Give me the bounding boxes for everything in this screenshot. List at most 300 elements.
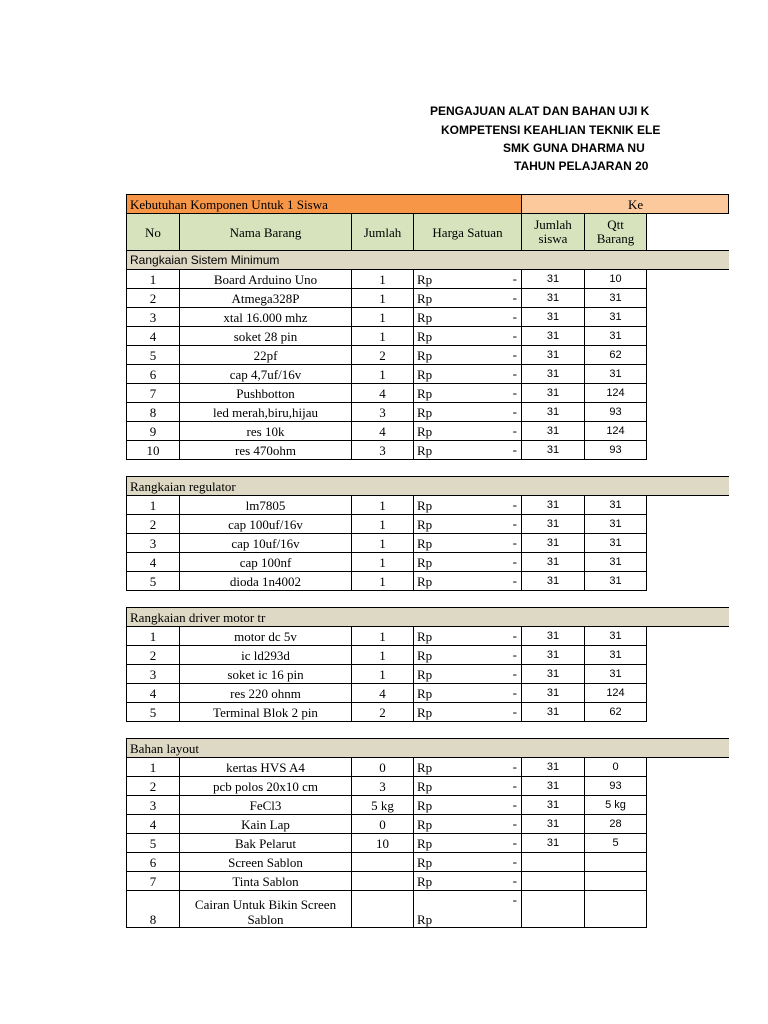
cell-jumlah-siswa: 31 bbox=[522, 327, 585, 346]
price-dash: - bbox=[512, 385, 517, 400]
cell-qtt-barang: 93 bbox=[585, 441, 647, 460]
table-row bbox=[127, 758, 729, 777]
cell-jumlah: 10 bbox=[352, 834, 414, 853]
cell-nama-barang: soket 28 pin bbox=[180, 327, 352, 346]
cell-no: 6 bbox=[127, 853, 180, 872]
price-dash: - bbox=[512, 854, 517, 869]
cell-nama-barang: xtal 16.000 mhz bbox=[180, 308, 352, 327]
table-row bbox=[127, 422, 729, 441]
cell-filler bbox=[647, 815, 729, 834]
cell-no: 4 bbox=[127, 327, 180, 346]
cell-harga-satuan bbox=[414, 853, 522, 872]
price-dash: - bbox=[512, 873, 517, 888]
cell-harga-satuan bbox=[414, 646, 522, 665]
cell-jumlah-siswa: 31 bbox=[522, 365, 585, 384]
cell-qtt-barang: 31 bbox=[585, 327, 647, 346]
cell-jumlah-siswa: 31 bbox=[522, 777, 585, 796]
currency-label: Rp bbox=[417, 573, 433, 589]
table-row bbox=[127, 777, 729, 796]
cell-no: 2 bbox=[127, 515, 180, 534]
cell-jumlah: 1 bbox=[352, 572, 414, 591]
cell-no: 2 bbox=[127, 289, 180, 308]
cell-qtt-barang: 124 bbox=[585, 422, 647, 441]
cell-no: 9 bbox=[127, 422, 180, 441]
table-row bbox=[127, 308, 729, 327]
cell-filler bbox=[647, 665, 729, 684]
cell-filler bbox=[647, 403, 729, 422]
table-body bbox=[127, 195, 729, 928]
cell-no: 1 bbox=[127, 627, 180, 646]
cell-filler bbox=[647, 553, 729, 572]
cell-nama-barang: FeCl3 bbox=[180, 796, 352, 815]
cell-qtt-barang bbox=[585, 853, 647, 872]
cell-nama-barang: res 470ohm bbox=[180, 441, 352, 460]
cell-harga-satuan bbox=[414, 572, 522, 591]
cell-qtt-barang: 31 bbox=[585, 572, 647, 591]
cell-no: 8 bbox=[127, 891, 180, 928]
cell-jumlah-siswa: 31 bbox=[522, 703, 585, 722]
cell-jumlah-siswa: 31 bbox=[522, 646, 585, 665]
cell-no: 6 bbox=[127, 365, 180, 384]
currency-label: Rp bbox=[417, 309, 433, 325]
section-title-row bbox=[127, 251, 729, 270]
table-row bbox=[127, 496, 729, 515]
cell-nama-barang: pcb polos 20x10 cm bbox=[180, 777, 352, 796]
title-right: Ke bbox=[522, 195, 729, 214]
cell-no: 8 bbox=[127, 403, 180, 422]
cell-qtt-barang: 5 kg bbox=[585, 796, 647, 815]
cell-jumlah bbox=[352, 872, 414, 891]
cell-no: 4 bbox=[127, 553, 180, 572]
cell-filler bbox=[647, 365, 729, 384]
cell-harga-satuan bbox=[414, 270, 522, 289]
cell-jumlah: 4 bbox=[352, 684, 414, 703]
cell-no: 10 bbox=[127, 441, 180, 460]
currency-label: Rp bbox=[417, 873, 433, 889]
cell-nama-barang: led merah,biru,hijau bbox=[180, 403, 352, 422]
cell-filler bbox=[647, 627, 729, 646]
cell-no: 5 bbox=[127, 834, 180, 853]
currency-label: Rp bbox=[417, 628, 433, 644]
cell-filler bbox=[647, 422, 729, 441]
cell-jumlah: 2 bbox=[352, 346, 414, 365]
currency-label: Rp bbox=[417, 516, 433, 532]
cell-nama-barang: res 220 ohnm bbox=[180, 684, 352, 703]
col-header-filler bbox=[647, 214, 729, 251]
cell-harga-satuan bbox=[414, 422, 522, 441]
cell-nama-barang: lm7805 bbox=[180, 496, 352, 515]
cell-jumlah-siswa: 31 bbox=[522, 441, 585, 460]
price-dash: - bbox=[512, 328, 517, 343]
currency-label: Rp bbox=[417, 685, 433, 701]
table-row bbox=[127, 270, 729, 289]
cell-no: 3 bbox=[127, 796, 180, 815]
table-row bbox=[127, 853, 729, 872]
table-row bbox=[127, 572, 729, 591]
cell-filler bbox=[647, 534, 729, 553]
cell-jumlah: 1 bbox=[352, 646, 414, 665]
cell-qtt-barang bbox=[585, 872, 647, 891]
cell-jumlah bbox=[352, 891, 414, 928]
cell-qtt-barang bbox=[585, 891, 647, 928]
cell-jumlah: 1 bbox=[352, 627, 414, 646]
table-row bbox=[127, 365, 729, 384]
cell-filler bbox=[647, 646, 729, 665]
cell-nama-barang: Terminal Blok 2 pin bbox=[180, 703, 352, 722]
cell-qtt-barang: 124 bbox=[585, 384, 647, 403]
cell-filler bbox=[647, 327, 729, 346]
cell-jumlah-siswa bbox=[522, 872, 585, 891]
cell-nama-barang: Atmega328P bbox=[180, 289, 352, 308]
section-title-row bbox=[127, 477, 729, 496]
cell-qtt-barang: 31 bbox=[585, 289, 647, 308]
cell-qtt-barang: 93 bbox=[585, 403, 647, 422]
currency-label: Rp bbox=[417, 666, 433, 682]
price-dash: - bbox=[512, 797, 517, 812]
currency-label: Rp bbox=[417, 385, 433, 401]
currency-label: Rp bbox=[417, 497, 433, 513]
cell-qtt-barang: 93 bbox=[585, 777, 647, 796]
currency-label: Rp bbox=[417, 423, 433, 439]
cell-no: 4 bbox=[127, 815, 180, 834]
price-dash: - bbox=[512, 423, 517, 438]
price-dash: - bbox=[512, 554, 517, 569]
price-dash: - bbox=[512, 892, 517, 907]
cell-nama-barang: Tinta Sablon bbox=[180, 872, 352, 891]
cell-jumlah-siswa: 31 bbox=[522, 496, 585, 515]
cell-nama-barang: cap 10uf/16v bbox=[180, 534, 352, 553]
cell-qtt-barang: 5 bbox=[585, 834, 647, 853]
cell-harga-satuan bbox=[414, 365, 522, 384]
table-row bbox=[127, 289, 729, 308]
cell-no: 3 bbox=[127, 308, 180, 327]
cell-jumlah-siswa bbox=[522, 853, 585, 872]
price-dash: - bbox=[512, 535, 517, 550]
price-dash: - bbox=[512, 366, 517, 381]
cell-jumlah: 1 bbox=[352, 289, 414, 308]
cell-jumlah-siswa bbox=[522, 891, 585, 928]
price-dash: - bbox=[512, 516, 517, 531]
cell-no: 2 bbox=[127, 646, 180, 665]
cell-no: 5 bbox=[127, 572, 180, 591]
cell-jumlah-siswa: 31 bbox=[522, 384, 585, 403]
currency-label: Rp bbox=[417, 704, 433, 720]
cell-harga-satuan bbox=[414, 815, 522, 834]
cell-no: 1 bbox=[127, 270, 180, 289]
table-row bbox=[127, 834, 729, 853]
cell-filler bbox=[647, 496, 729, 515]
cell-qtt-barang: 31 bbox=[585, 515, 647, 534]
col-header-harga: Harga Satuan bbox=[414, 214, 522, 251]
table-row bbox=[127, 384, 729, 403]
cell-qtt-barang: 31 bbox=[585, 646, 647, 665]
price-dash: - bbox=[512, 759, 517, 774]
cell-qtt-barang: 31 bbox=[585, 665, 647, 684]
table-row bbox=[127, 815, 729, 834]
currency-label: Rp bbox=[417, 404, 433, 420]
currency-label: Rp bbox=[417, 535, 433, 551]
price-dash: - bbox=[512, 347, 517, 362]
cell-harga-satuan bbox=[414, 441, 522, 460]
table-row bbox=[127, 327, 729, 346]
table-row bbox=[127, 891, 729, 928]
cell-nama-barang: soket ic 16 pin bbox=[180, 665, 352, 684]
cell-jumlah-siswa: 31 bbox=[522, 346, 585, 365]
cell-qtt-barang: 62 bbox=[585, 703, 647, 722]
section-title: Bahan layout bbox=[127, 739, 729, 758]
cell-no: 2 bbox=[127, 777, 180, 796]
price-dash: - bbox=[512, 835, 517, 850]
cell-jumlah: 3 bbox=[352, 403, 414, 422]
cell-jumlah: 5 kg bbox=[352, 796, 414, 815]
price-dash: - bbox=[512, 685, 517, 700]
cell-harga-satuan bbox=[414, 891, 522, 928]
cell-harga-satuan bbox=[414, 758, 522, 777]
cell-filler bbox=[647, 684, 729, 703]
table-title-row bbox=[127, 195, 729, 214]
cell-qtt-barang: 62 bbox=[585, 346, 647, 365]
cell-jumlah-siswa: 31 bbox=[522, 289, 585, 308]
currency-label: Rp bbox=[417, 290, 433, 306]
cell-jumlah: 3 bbox=[352, 777, 414, 796]
price-dash: - bbox=[512, 271, 517, 286]
currency-label: Rp bbox=[417, 797, 433, 813]
cell-filler bbox=[647, 834, 729, 853]
cell-nama-barang: motor dc 5v bbox=[180, 627, 352, 646]
cell-harga-satuan bbox=[414, 553, 522, 572]
cell-jumlah: 1 bbox=[352, 327, 414, 346]
cell-no: 3 bbox=[127, 534, 180, 553]
cell-harga-satuan bbox=[414, 308, 522, 327]
price-dash: - bbox=[512, 404, 517, 419]
cell-jumlah-siswa: 31 bbox=[522, 834, 585, 853]
cell-harga-satuan bbox=[414, 327, 522, 346]
cell-qtt-barang: 28 bbox=[585, 815, 647, 834]
header-line-3: SMK GUNA DHARMA NU bbox=[503, 141, 645, 155]
cell-harga-satuan bbox=[414, 777, 522, 796]
title-left: Kebutuhan Komponen Untuk 1 Siswa bbox=[127, 195, 522, 214]
cell-harga-satuan bbox=[414, 403, 522, 422]
currency-label: Rp bbox=[417, 854, 433, 870]
cell-harga-satuan bbox=[414, 515, 522, 534]
column-header-row bbox=[127, 214, 729, 251]
cell-filler bbox=[647, 346, 729, 365]
table-row bbox=[127, 553, 729, 572]
cell-jumlah-siswa: 31 bbox=[522, 684, 585, 703]
component-sheet bbox=[126, 194, 768, 954]
cell-qtt-barang: 31 bbox=[585, 553, 647, 572]
currency-label: Rp bbox=[417, 442, 433, 458]
cell-nama-barang: Bak Pelarut bbox=[180, 834, 352, 853]
col-header-no: No bbox=[127, 214, 180, 251]
currency-label: Rp bbox=[417, 912, 433, 927]
cell-filler bbox=[647, 384, 729, 403]
currency-label: Rp bbox=[417, 554, 433, 570]
cell-jumlah-siswa: 31 bbox=[522, 758, 585, 777]
section-gap bbox=[127, 722, 729, 739]
currency-label: Rp bbox=[417, 778, 433, 794]
cell-jumlah-siswa: 31 bbox=[522, 403, 585, 422]
currency-label: Rp bbox=[417, 835, 433, 851]
cell-qtt-barang: 10 bbox=[585, 270, 647, 289]
table-row bbox=[127, 796, 729, 815]
cell-filler bbox=[647, 796, 729, 815]
cell-harga-satuan bbox=[414, 834, 522, 853]
cell-nama-barang: Pushbotton bbox=[180, 384, 352, 403]
cell-harga-satuan bbox=[414, 872, 522, 891]
currency-label: Rp bbox=[417, 759, 433, 775]
document-header bbox=[0, 100, 768, 180]
cell-no: 1 bbox=[127, 758, 180, 777]
section-gap bbox=[127, 460, 729, 477]
table-row bbox=[127, 684, 729, 703]
cell-harga-satuan bbox=[414, 665, 522, 684]
cell-harga-satuan bbox=[414, 796, 522, 815]
header-line-1: PENGAJUAN ALAT DAN BAHAN UJI K bbox=[430, 104, 650, 118]
cell-filler bbox=[647, 289, 729, 308]
cell-nama-barang: cap 100uf/16v bbox=[180, 515, 352, 534]
cell-jumlah-siswa: 31 bbox=[522, 308, 585, 327]
section-title-row bbox=[127, 608, 729, 627]
cell-jumlah: 0 bbox=[352, 815, 414, 834]
cell-no: 1 bbox=[127, 496, 180, 515]
price-dash: - bbox=[512, 573, 517, 588]
cell-harga-satuan bbox=[414, 346, 522, 365]
cell-qtt-barang: 31 bbox=[585, 627, 647, 646]
cell-jumlah: 1 bbox=[352, 270, 414, 289]
table-row bbox=[127, 441, 729, 460]
cell-jumlah: 1 bbox=[352, 534, 414, 553]
header-line-2: KOMPETENSI KEAHLIAN TEKNIK ELE bbox=[441, 123, 661, 137]
cell-nama-barang: cap 100nf bbox=[180, 553, 352, 572]
cell-nama-barang: ic ld293d bbox=[180, 646, 352, 665]
price-dash: - bbox=[512, 704, 517, 719]
cell-filler bbox=[647, 572, 729, 591]
price-dash: - bbox=[512, 778, 517, 793]
price-dash: - bbox=[512, 647, 517, 662]
cell-jumlah bbox=[352, 853, 414, 872]
cell-jumlah-siswa: 31 bbox=[522, 627, 585, 646]
currency-label: Rp bbox=[417, 328, 433, 344]
cell-nama-barang: res 10k bbox=[180, 422, 352, 441]
currency-label: Rp bbox=[417, 366, 433, 382]
currency-label: Rp bbox=[417, 647, 433, 663]
cell-jumlah: 1 bbox=[352, 365, 414, 384]
cell-jumlah: 3 bbox=[352, 441, 414, 460]
cell-jumlah-siswa: 31 bbox=[522, 665, 585, 684]
cell-filler bbox=[647, 758, 729, 777]
cell-no: 5 bbox=[127, 703, 180, 722]
section-gap bbox=[127, 591, 729, 608]
col-header-nama: Nama Barang bbox=[180, 214, 352, 251]
cell-filler bbox=[647, 703, 729, 722]
section-title: Rangkaian regulator bbox=[127, 477, 729, 496]
cell-jumlah: 4 bbox=[352, 384, 414, 403]
col-header-qtt: Qtt Barang bbox=[585, 214, 647, 251]
cell-filler bbox=[647, 441, 729, 460]
cell-jumlah-siswa: 31 bbox=[522, 796, 585, 815]
table-row bbox=[127, 534, 729, 553]
cell-nama-barang: kertas HVS A4 bbox=[180, 758, 352, 777]
component-table bbox=[126, 194, 729, 928]
col-header-jumlah: Jumlah bbox=[352, 214, 414, 251]
table-row bbox=[127, 403, 729, 422]
price-dash: - bbox=[512, 290, 517, 305]
cell-nama-barang: Cairan Untuk Bikin Screen Sablon bbox=[180, 891, 352, 928]
cell-qtt-barang: 0 bbox=[585, 758, 647, 777]
cell-harga-satuan bbox=[414, 627, 522, 646]
cell-qtt-barang: 31 bbox=[585, 365, 647, 384]
cell-nama-barang: 22pf bbox=[180, 346, 352, 365]
cell-nama-barang: Board Arduino Uno bbox=[180, 270, 352, 289]
price-dash: - bbox=[512, 666, 517, 681]
cell-jumlah: 0 bbox=[352, 758, 414, 777]
cell-jumlah-siswa: 31 bbox=[522, 515, 585, 534]
cell-nama-barang: cap 4,7uf/16v bbox=[180, 365, 352, 384]
cell-jumlah-siswa: 31 bbox=[522, 270, 585, 289]
table-row bbox=[127, 872, 729, 891]
price-dash: - bbox=[512, 497, 517, 512]
cell-jumlah: 1 bbox=[352, 496, 414, 515]
cell-qtt-barang: 124 bbox=[585, 684, 647, 703]
cell-jumlah: 1 bbox=[352, 308, 414, 327]
cell-jumlah-siswa: 31 bbox=[522, 815, 585, 834]
cell-filler bbox=[647, 515, 729, 534]
cell-nama-barang: dioda 1n4002 bbox=[180, 572, 352, 591]
col-header-jumlah-siswa: Jumlah siswa bbox=[522, 214, 585, 251]
cell-no: 3 bbox=[127, 665, 180, 684]
section-title: Rangkaian Sistem Minimum bbox=[127, 251, 729, 270]
cell-no: 5 bbox=[127, 346, 180, 365]
price-dash: - bbox=[512, 628, 517, 643]
cell-qtt-barang: 31 bbox=[585, 534, 647, 553]
cell-jumlah: 1 bbox=[352, 665, 414, 684]
cell-nama-barang: Kain Lap bbox=[180, 815, 352, 834]
section-title: Rangkaian driver motor tr bbox=[127, 608, 729, 627]
header-line-4: TAHUN PELAJARAN 20 bbox=[514, 159, 649, 173]
table-row bbox=[127, 515, 729, 534]
table-row bbox=[127, 346, 729, 365]
cell-harga-satuan bbox=[414, 703, 522, 722]
cell-no: 7 bbox=[127, 384, 180, 403]
currency-label: Rp bbox=[417, 816, 433, 832]
cell-filler bbox=[647, 853, 729, 872]
currency-label: Rp bbox=[417, 271, 433, 287]
cell-harga-satuan bbox=[414, 384, 522, 403]
cell-harga-satuan bbox=[414, 289, 522, 308]
table-row bbox=[127, 646, 729, 665]
section-title-row bbox=[127, 739, 729, 758]
price-dash: - bbox=[512, 309, 517, 324]
table-row bbox=[127, 665, 729, 684]
table-row bbox=[127, 703, 729, 722]
cell-jumlah: 1 bbox=[352, 515, 414, 534]
cell-jumlah: 1 bbox=[352, 553, 414, 572]
price-dash: - bbox=[512, 442, 517, 457]
cell-jumlah-siswa: 31 bbox=[522, 572, 585, 591]
cell-nama-barang: Screen Sablon bbox=[180, 853, 352, 872]
cell-filler bbox=[647, 891, 729, 928]
cell-filler bbox=[647, 308, 729, 327]
cell-harga-satuan bbox=[414, 534, 522, 553]
cell-filler bbox=[647, 270, 729, 289]
cell-jumlah-siswa: 31 bbox=[522, 534, 585, 553]
cell-qtt-barang: 31 bbox=[585, 308, 647, 327]
cell-no: 4 bbox=[127, 684, 180, 703]
cell-jumlah: 4 bbox=[352, 422, 414, 441]
cell-filler bbox=[647, 872, 729, 891]
cell-jumlah: 2 bbox=[352, 703, 414, 722]
